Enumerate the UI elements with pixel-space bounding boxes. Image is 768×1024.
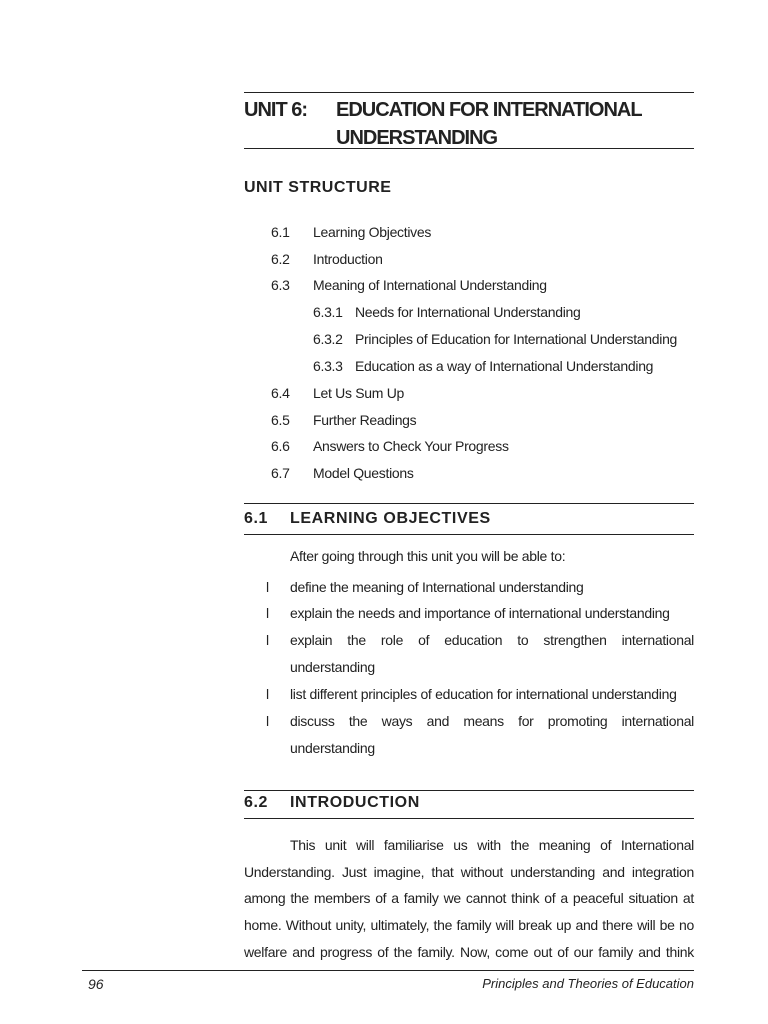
intro-paragraph-line: Understanding. Just imagine, that without understanding and integration <box>244 864 694 880</box>
unit-number: UNIT 6: <box>244 99 307 121</box>
toc-item-label: Principles of Education for International Understanding <box>355 331 678 347</box>
toc-item-number: 6.4 <box>271 385 290 401</box>
objective-text: explain the needs and importance of international understanding <box>290 605 670 621</box>
toc-item-number: 6.1 <box>271 224 290 240</box>
toc-item-number: 6.7 <box>271 465 290 481</box>
intro-paragraph-line: among the members of a family we cannot think of a peaceful situation at <box>244 890 694 906</box>
unit-structure-heading: UNIT STRUCTURE <box>244 179 392 196</box>
toc-item-number: 6.3.3 <box>313 358 343 374</box>
toc-item-label: Needs for International Understanding <box>355 304 581 320</box>
bullet-marker: l <box>266 579 269 595</box>
section-61-top-rule <box>244 503 694 504</box>
objective-text: understanding <box>290 659 375 675</box>
toc-item-label: Introduction <box>313 251 383 267</box>
toc-item-number: 6.3.1 <box>313 304 343 320</box>
intro-paragraph-line: This unit will familiarise us with the meaning of International <box>290 837 694 853</box>
top-rule <box>244 92 694 93</box>
objective-text: define the meaning of International understanding <box>290 579 584 595</box>
bullet-marker: l <box>266 632 269 648</box>
intro-paragraph-line: welfare and progress of the family. Now, come out of our family and think <box>244 944 694 960</box>
toc-item-number: 6.6 <box>271 438 290 454</box>
section-62-bottom-rule <box>244 818 694 819</box>
toc-item-number: 6.3.2 <box>313 331 343 347</box>
bullet-marker: l <box>266 686 269 702</box>
section-title: INTRODUCTION <box>290 794 420 811</box>
toc-item-number: 6.2 <box>271 251 290 267</box>
section-number: 6.2 <box>244 794 269 811</box>
bullet-marker: l <box>266 605 269 621</box>
title-bottom-rule <box>244 148 694 149</box>
objective-text: list different principles of education for international understanding <box>290 686 677 702</box>
bullet-marker: l <box>266 713 269 729</box>
section-61-bottom-rule <box>244 534 694 535</box>
objective-text: understanding <box>290 740 375 756</box>
toc-item-label: Education as a way of International Understanding <box>355 358 654 374</box>
book-title: Principles and Theories of Education <box>482 976 694 991</box>
unit-title-line-1: EDUCATION FOR INTERNATIONAL <box>336 99 642 121</box>
unit-title-line-2: UNDERSTANDING <box>336 127 498 149</box>
objective-text: explain the role of education to strengthen international <box>290 632 694 648</box>
toc-item-number: 6.3 <box>271 277 290 293</box>
toc-item-label: Further Readings <box>313 412 417 428</box>
section-title: LEARNING OBJECTIVES <box>290 510 491 527</box>
toc-item-number: 6.5 <box>271 412 290 428</box>
toc-item-label: Learning Objectives <box>313 224 432 240</box>
intro-paragraph-line: home. Without unity, ultimately, the family will break up and there will be no <box>244 917 694 933</box>
page-number: 96 <box>88 976 104 992</box>
objectives-intro: After going through this unit you will be able to: <box>290 548 566 564</box>
toc-item-label: Answers to Check Your Progress <box>313 438 509 454</box>
section-62-top-rule <box>244 790 694 791</box>
toc-item-label: Model Questions <box>313 465 414 481</box>
footer-rule <box>82 970 694 971</box>
toc-item-label: Meaning of International Understanding <box>313 277 547 293</box>
objective-text: discuss the ways and means for promoting international <box>290 713 694 729</box>
section-number: 6.1 <box>244 510 269 527</box>
toc-item-label: Let Us Sum Up <box>313 385 405 401</box>
